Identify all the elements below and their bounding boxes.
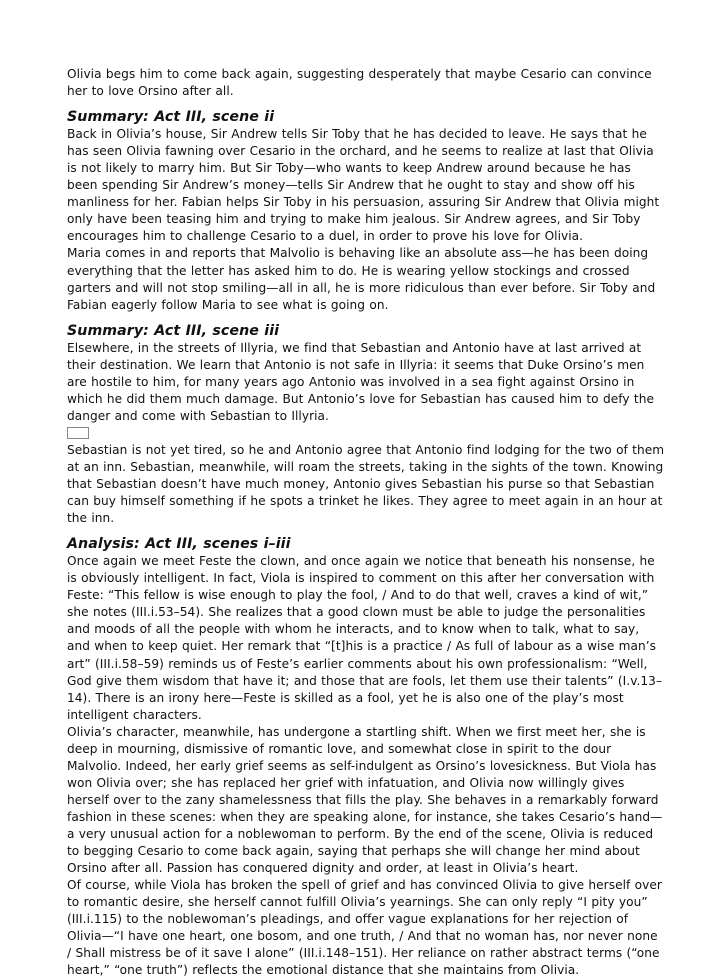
document-page bbox=[67, 66, 665, 979]
intro-paragraph: Olivia begs him to come back again, suggesting desperately that maybe Cesario can convince her to love Orsino after all. bbox=[67, 67, 652, 99]
scene3-paragraph-1: Elsewhere, in the streets of Illyria, we find that Sebastian and Antonio have at last arrived at their destination. We learn that Antonio is not safe in Illyria: it seems that Duke Orsino’s men are hostile to him, for many years ago Antonio was involved in a sea fight against Orsino in which he did them much damage. But Antonio’s love for Sebastian has caused him to defy the danger and come with Sebastian to Illyria. bbox=[67, 340, 654, 423]
analysis-paragraph-2: Olivia’s character, meanwhile, has undergone a startling shift. When we first meet her, she is deep in mourning, dismissive of romantic love, and somewhat close in spirit to the dour Malvolio. Indeed, her early grief seems as self-indulgent as Orsino’s lovesickness. But Viola has won Olivia over; she has replaced her grief with infatuation, and Olivia now willingly gives herself over to the zany shamelessness that fills the play. She behaves in a remarkably forward fashion in these scenes: when they are speaking alone, for instance, she takes Cesario’s hand—a very unusual action for a noblewoman to perform. By the end of the scene, Olivia is reduced to begging Cesario to come back again, saying that perhaps she will change her mind about Orsino after all. Passion has conquered dignity and order, at least in Olivia’s heart. bbox=[67, 724, 663, 876]
spacer bbox=[67, 100, 665, 109]
section-heading-act3-scene3: Summary: Act III, scene iii bbox=[67, 322, 280, 339]
analysis-paragraph-3: Of course, while Viola has broken the spell of grief and has convinced Olivia to give herself over to romantic desire, she herself cannot fulfill Olivia’s yearnings. She can only reply “I pity you” (III.i.115) to the noblewoman’s pleadings, and offer vague explanations for her rejection of Olivia—“I have one heart, one bosom, and one truth, / And that no woman has, nor never none / Shall mistress be of it save I alone” (III.i.148–151). Her reliance on rather abstract terms (“one heart,” “one truth”) reflects the emotional distance that she maintains from Olivia. bbox=[67, 878, 662, 978]
section-heading-act3-scene2: Summary: Act III, scene ii bbox=[67, 109, 275, 126]
scene3-paragraph-2: Sebastian is not yet tired, so he and Antonio agree that Antonio find lodging for the two of them at an inn. Sebastian, meanwhile, will roam the streets, taking in the sights of the town. Knowing that Sebastian doesn’t have much money, Antonio gives Sebastian his purse so that Sebastian can buy himself something if he spots a trinket he likes. They agree to meet again in an hour at the inn. bbox=[67, 442, 665, 526]
scene2-paragraph-2: Maria comes in and reports that Malvolio is behaving like an absolute ass—he has been doing everything that the letter has asked him to do. He is wearing yellow stockings and crossed garters and will not stop smiling—all in all, he is more ridiculous than ever before. Sir Toby and Fabian eagerly follow Maria to see what is going on. bbox=[67, 246, 656, 312]
section-heading-analysis: Analysis: Act III, scenes i–iii bbox=[67, 536, 291, 553]
spacer bbox=[67, 314, 665, 323]
analysis-paragraph-1: Once again we meet Feste the clown, and once again we notice that beneath his nonsense, he is obviously intelligent. In fact, Viola is inspired to comment on this after her conversation with Feste: “This fellow is wise enough to play the fool, / And to do that well, craves a kind of wit,” she notes (III.i.53–54). She realizes that a good clown must be able to judge the personalities and moods of all the people with whom he interacts, and to know when to talk, what to say, and when to keep quiet. Her remark that “[t]his is a practice / As full of labour as a wise man’s art” (III.i.58–59) reminds us of Feste’s earlier comments about his own professionalism: “Well, God give them wisdom that have it; and those that are fools, let them use their talents” (I.v.13–14). There is an irony here—Feste is skilled as a fool, yet he is also one of the play’s most intelligent characters. bbox=[67, 554, 663, 722]
image-placeholder-box bbox=[67, 427, 89, 439]
spacer bbox=[67, 527, 665, 536]
scene2-paragraph-1: Back in Olivia’s house, Sir Andrew tells Sir Toby that he has decided to leave. He says that he has seen Olivia fawning over Cesario in the orchard, and he seems to realize at last that Olivia is not likely to marry him. But Sir Toby—who wants to keep Andrew around because he has been spending Sir Andrew’s money—tells Sir Andrew that he ought to stay and show off his manliness for her. Fabian helps Sir Toby in his persuasion, assuring Sir Andrew that Olivia might only have been teasing him and trying to make him jealous. Sir Andrew agrees, and Sir Toby encourages him to challenge Cesario to a duel, in order to prove his love for Olivia. bbox=[67, 127, 660, 244]
